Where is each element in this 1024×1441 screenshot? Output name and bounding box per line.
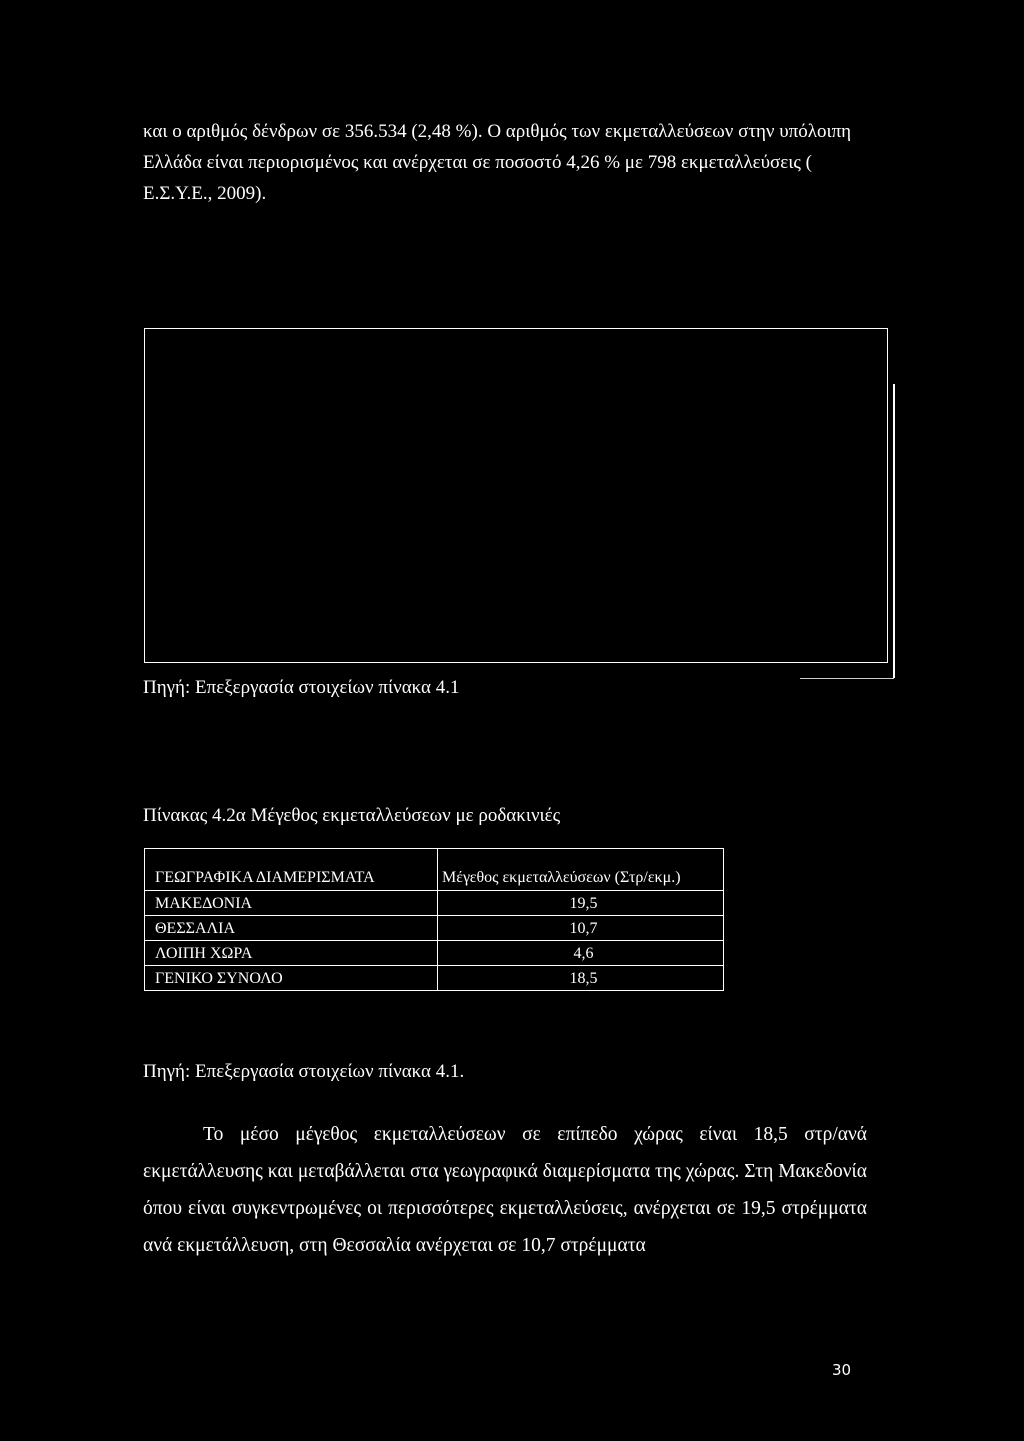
row-region: ΓΕΝΙΚΟ ΣΥΝΟΛΟ <box>145 966 438 991</box>
row-value: 19,5 <box>438 891 724 916</box>
figure-frame <box>144 328 888 663</box>
table-title: Πίνακας 4.2α Μέγεθος εκμεταλλεύσεων με ροδακινιές <box>143 805 561 826</box>
body-paragraph-text: Το μέσο μέγεθος εκμεταλλεύσεων σε επίπεδο χώρας είναι 18,5 στρ/ανά εκμετάλλευσης και μεταβάλλεται στα γεωγραφικά διαμερίσματα της χώρας. Στη Μακεδονία όπου είναι συγκεντρωμένες οι περισσότερες εκμεταλλεύσεις, ανέρχεται σε 19,5 στρέμματα ανά εκμετάλλευση, στη Θεσσαλία ανέρχεται σε 10,7 στρέμματα <box>143 1124 867 1256</box>
farm-size-table <box>144 848 724 991</box>
page-number: 30 <box>832 1361 852 1379</box>
row-value: 4,6 <box>438 941 724 966</box>
header-farm-size: Μέγεθος εκμεταλλεύσεων (Στρ/εκμ.) <box>438 849 724 891</box>
table-row <box>145 941 724 966</box>
figure-frame-edge <box>893 384 895 678</box>
figure-source-caption: Πηγή: Επεξεργασία στοιχείων πίνακα 4.1 <box>143 677 460 698</box>
intro-paragraph: και ο αριθμός δένδρων σε 356.534 (2,48 %). Ο αριθμός των εκμεταλλεύσεων στην υπόλοιπη Ελλάδα είναι περιορισμένος και ανέρχεται σε ποσοστό 4,26 % με 798 εκμεταλλεύσεις ( Ε.Σ.Υ.Ε., 2009). <box>143 121 852 204</box>
row-region: ΜΑΚΕΔΟΝΙΑ <box>145 891 438 916</box>
table-row <box>145 966 724 991</box>
row-region: ΛΟΙΠΗ ΧΩΡΑ <box>145 941 438 966</box>
row-region: ΘΕΣΣΑΛΙΑ <box>145 916 438 941</box>
figure-frame-underline <box>800 678 894 679</box>
header-regions: ΓΕΩΓΡΑΦΙΚΑ ΔΙΑΜΕΡΙΣΜΑΤΑ <box>145 849 438 891</box>
body-paragraph <box>143 1116 867 1264</box>
table-row <box>145 916 724 941</box>
row-value: 10,7 <box>438 916 724 941</box>
row-value: 18,5 <box>438 966 724 991</box>
table-header-row <box>145 849 724 891</box>
table-row <box>145 891 724 916</box>
table-source-caption: Πηγή: Επεξεργασία στοιχείων πίνακα 4.1. <box>143 1061 465 1082</box>
